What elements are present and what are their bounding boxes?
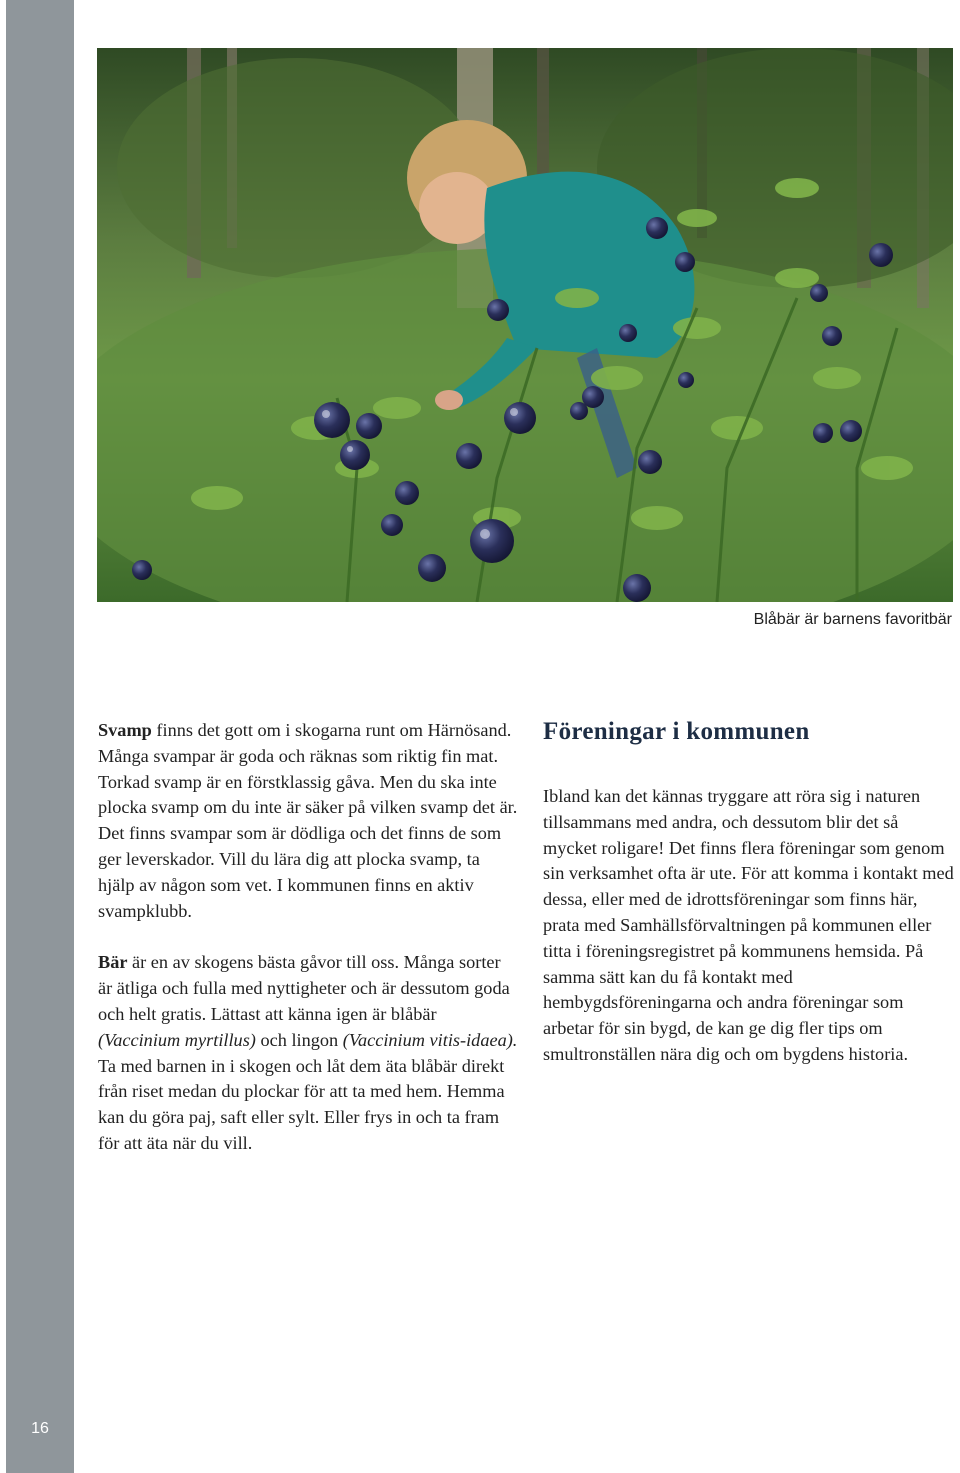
berry-lead: Bär <box>98 952 128 973</box>
blueberry-latin: (Vaccinium myrtillus) <box>98 1029 256 1050</box>
mushroom-lead: Svamp <box>98 720 152 740</box>
berry-text-b: och lingon <box>255 1029 343 1050</box>
left-column <box>98 718 518 1183</box>
section-heading: Föreningar i kommunen <box>543 718 810 745</box>
mushroom-text: finns det gott om i skogarna runt om Härnösand. Många svampar är goda och räknas som riktig fin mat. Torkad svamp är en förstklassig gåva. Men du ska inte plocka svamp om du inte är säker på vilken svamp det är. Det finns svampar som är dödliga och det finns de som ger leverskador. Vill du lära dig att plocka svamp, ta hjälp av någon som vet. I kommunen finns en aktiv svampklubb. <box>98 720 518 921</box>
photo-caption: Blåbär är barnens favoritbär <box>753 611 952 628</box>
associations-paragraph: Ibland kan det kännas tryggare att röra sig i naturen tillsammans med andra, och dessutom blir det så mycket roligare! Det finns flera föreningar som genom sin verksamhet ofta är ute. För att komma i kontakt med dessa, eller med de idrottsföreningar som finns här, prata med Samhällsförvaltningen på kommunen eller titta i föreningsregistret på kommunens hemsida. På samma sätt kan du få kontakt med hembygdsföreningarna och andra föreningar som arbetar för sin bygd, de kan ge dig fler tips om smultronställen nära dig och om bygdens historia. <box>543 786 954 1064</box>
berry-text-a: är en av skogens bästa gåvor till oss. Många sorter är ätliga och fulla med nyttigheter och är dessutom goda och helt gratis. Lättast att känna igen är blåbär <box>98 952 510 1024</box>
berry-text-c: Ta med barnen in i skogen och låt dem äta blåbär direkt från riset medan du plockar för att ta med hem. Hemma kan du göra paj, saft eller sylt. Eller frys in och ta fram för att äta när du vill. <box>98 1055 505 1153</box>
page-sidebar <box>6 0 74 1473</box>
lingonberry-latin: (Vaccinium vitis-idaea). <box>342 1029 518 1050</box>
right-column <box>543 716 955 1094</box>
mushroom-paragraph <box>98 718 518 924</box>
page-number: 16 <box>31 1420 49 1437</box>
berry-paragraph <box>98 950 518 1156</box>
blueberry-photo <box>97 48 953 602</box>
